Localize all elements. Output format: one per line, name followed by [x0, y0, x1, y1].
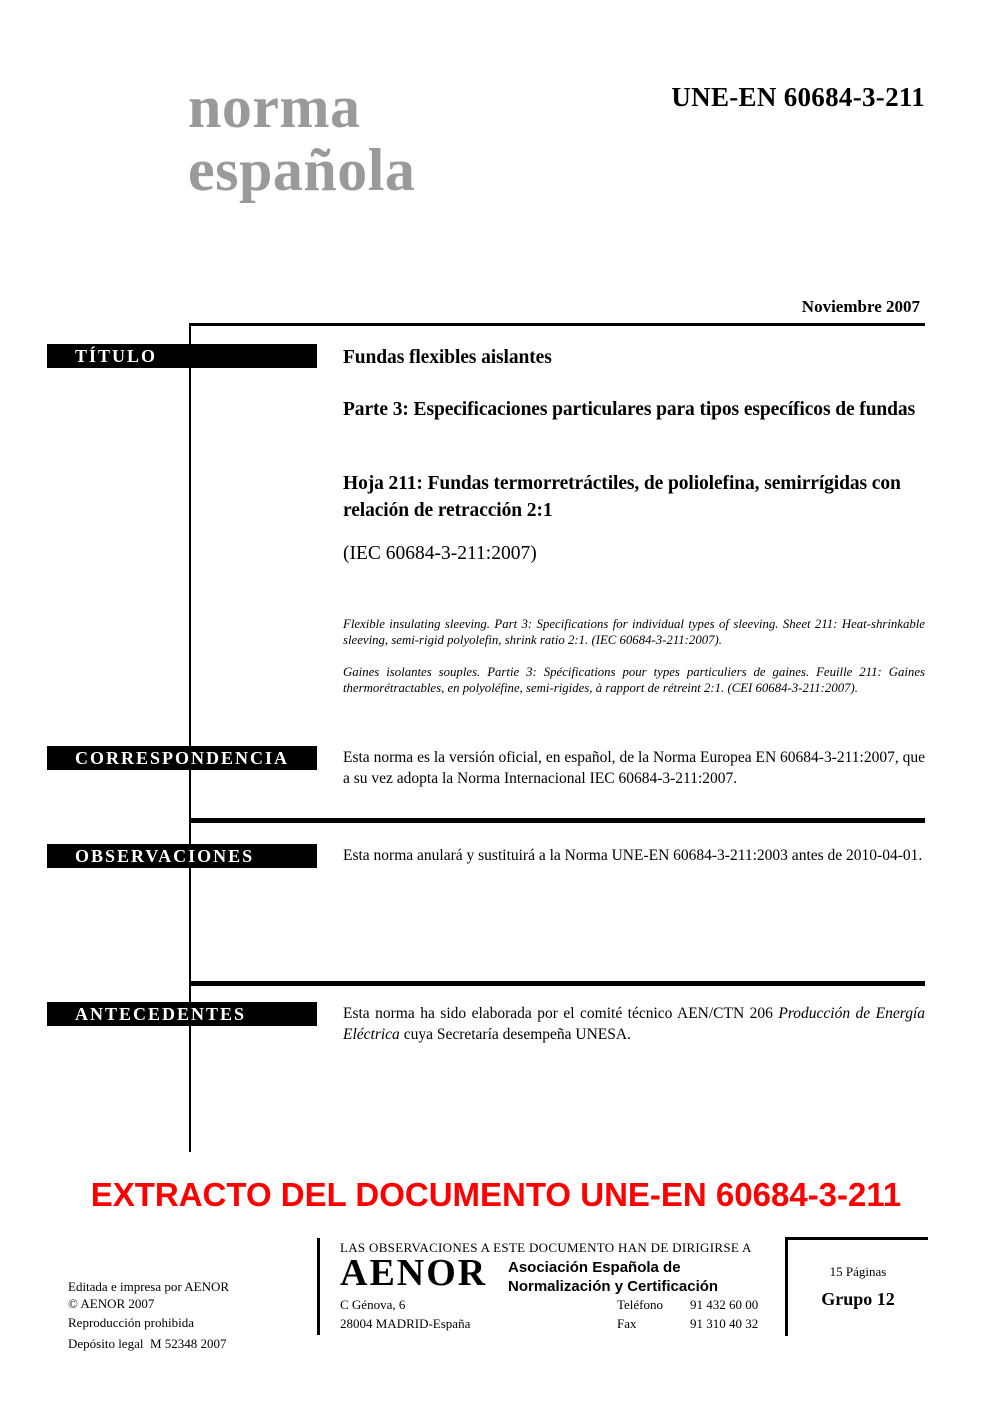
- divider-rule-antecedentes: [190, 981, 925, 986]
- group-label: Grupo 12: [821, 1289, 895, 1309]
- footer-divider: [317, 1238, 320, 1335]
- title-sheet: Hoja 211: Fundas termorretráctiles, de poliolefina, semirrígidas con relación de retracción 2:1: [343, 473, 901, 521]
- contact-values: [690, 1295, 758, 1333]
- doc-code: UNE-EN 60684-3-211: [671, 82, 925, 112]
- aenor-address: [340, 1295, 470, 1333]
- observaciones-label: OBSERVACIONES: [75, 846, 255, 866]
- aenor-org-name: [508, 1258, 718, 1296]
- pages-box: [785, 1237, 928, 1336]
- brand-wordmark: [188, 76, 415, 202]
- observaciones-bar: [47, 844, 317, 868]
- footer-copyright-line: © AENOR 2007: [68, 1296, 155, 1311]
- issue-date: Noviembre 2007: [801, 297, 920, 316]
- antecedentes-text-after: cuya Secretaría desempeña UNESA.: [403, 1026, 631, 1043]
- antecedentes-text-italic: Producción de Energía Eléctrica: [343, 1005, 926, 1043]
- brand-line1: norma: [188, 74, 361, 140]
- contact-labels: [617, 1295, 663, 1333]
- fax-number: 91 310 40 32: [690, 1316, 759, 1331]
- observaciones-text: Esta norma anulará y sustituirá a la Norma UNE-EN 60684-3-211:2003 antes de 2010-04-01.: [343, 847, 923, 864]
- antecedentes-label: ANTECEDENTES: [75, 1004, 247, 1024]
- title-french: Gaines isolantes souples. Partie 3: Spécifications pour types particuliers de gaines. Feuille 211: Gaines thermorétractables, en polyoléfine, semi-rigides, à rapport de rétreint 2:1. (CEI 60684-3-211:2007).: [343, 665, 925, 695]
- aenor-address-line1: C Génova, 6: [340, 1297, 406, 1312]
- extracto-banner: EXTRACTO DEL DOCUMENTO UNE-EN 60684-3-211: [90, 1176, 902, 1213]
- antecedentes-bar: [47, 1002, 317, 1026]
- iec-reference: (IEC 60684-3-211:2007): [343, 543, 537, 564]
- footer-imprint-line2: Depósito legal M 52348 2007: [68, 1336, 227, 1351]
- footer-copyright: [68, 1294, 194, 1332]
- divider-rule-observaciones: [190, 818, 925, 823]
- aenor-address-line2: 28004 MADRID-España: [340, 1316, 471, 1331]
- title-part: Parte 3: Especificaciones particulares para tipos específicos de fundas: [343, 399, 916, 420]
- titulo-label: TÍTULO: [75, 346, 158, 366]
- correspondencia-text: Esta norma es la versión oficial, en español, de la Norma Europea EN 60684-3-211:2007, que a su vez adopta la Norma Internacional IEC 60684-3-211:2007.: [343, 749, 925, 787]
- aenor-org-line1: Asociación Española de: [508, 1259, 681, 1276]
- top-rule: [189, 323, 925, 326]
- phone-label: Teléfono: [617, 1297, 664, 1312]
- titulo-bar: [47, 344, 317, 368]
- correspondencia-label: CORRESPONDENCIA: [75, 748, 290, 768]
- brand-line2: española: [188, 137, 416, 203]
- footer-imprint-line1: Editada e impresa por AENOR: [68, 1279, 230, 1294]
- body-vertical-rule: [189, 323, 191, 1152]
- pages-count: 15 Páginas: [829, 1264, 887, 1279]
- fax-label: Fax: [617, 1316, 637, 1331]
- title-english: Flexible insulating sleeving. Part 3: Specifications for individual types of sleeving. Sheet 211: Heat-shrinkable sleeving, semi-rigid polyolefin, shrink ratio 2:1. (IEC 60684-3-211:2007).: [343, 617, 925, 647]
- footer-notice: LAS OBSERVACIONES A ESTE DOCUMENTO HAN DE DIRIGIRSE A: [340, 1240, 752, 1255]
- antecedentes-text-before: Esta norma ha sido elaborada por el comité técnico AEN/CTN 206: [343, 1005, 773, 1022]
- aenor-org-line2: Normalización y Certificación: [508, 1278, 719, 1295]
- phone-number: 91 432 60 00: [690, 1297, 759, 1312]
- title-main: Fundas flexibles aislantes: [343, 347, 552, 368]
- aenor-logo: AENOR: [340, 1252, 488, 1294]
- correspondencia-bar: [47, 746, 317, 770]
- antecedentes-text: [343, 1003, 925, 1045]
- footer-rights-line: Reproducción prohibida: [68, 1315, 194, 1330]
